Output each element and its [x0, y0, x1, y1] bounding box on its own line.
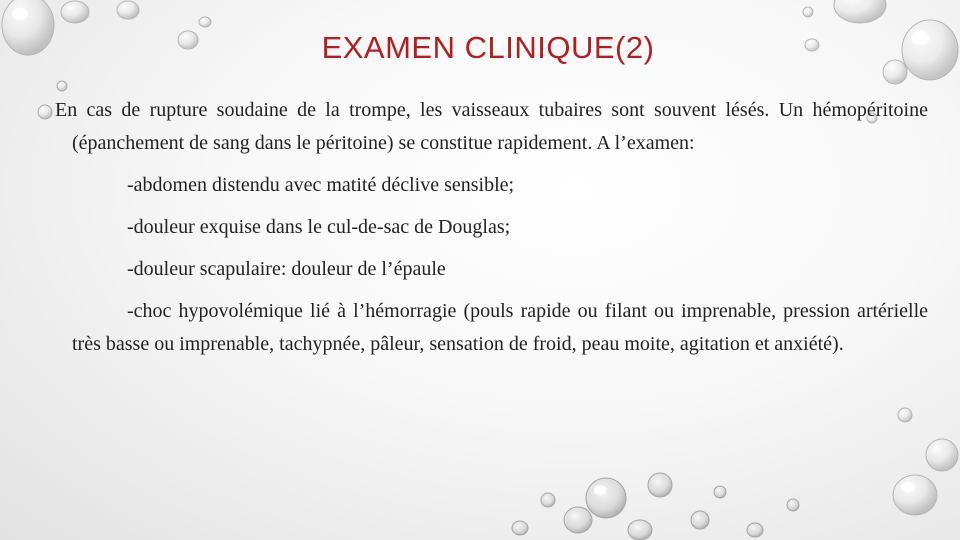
slide-title: EXAMEN CLINIQUE(2): [321, 30, 655, 65]
finding-item: -abdomen distendu avec matité déclive sensible;: [127, 174, 515, 196]
drop-cluster-bottom: [512, 473, 799, 540]
intro-paragraph: En cas de rupture soudaine de la trompe, les vaisseaux tubaires sont souvent lésés. Un hémopéritoine (épanchement de sang dans le péritoine) se constitue rapidement. A l’examen:: [55, 99, 928, 154]
slide-body: [55, 94, 928, 361]
drop-cluster-right: [893, 408, 958, 515]
finding-item: -douleur exquise dans le cul-de-sac de Douglas;: [127, 216, 511, 238]
finding-item: -douleur scapulaire: douleur de l’épaule: [127, 258, 446, 280]
finding-item: -choc hypovolémique lié à l’hémorragie (pouls rapide ou filant ou imprenable, pression artérielle très basse ou imprenable, tachypnée, pâleur, sensation de froid, peau moite, agitation et anxiété).: [72, 300, 928, 355]
